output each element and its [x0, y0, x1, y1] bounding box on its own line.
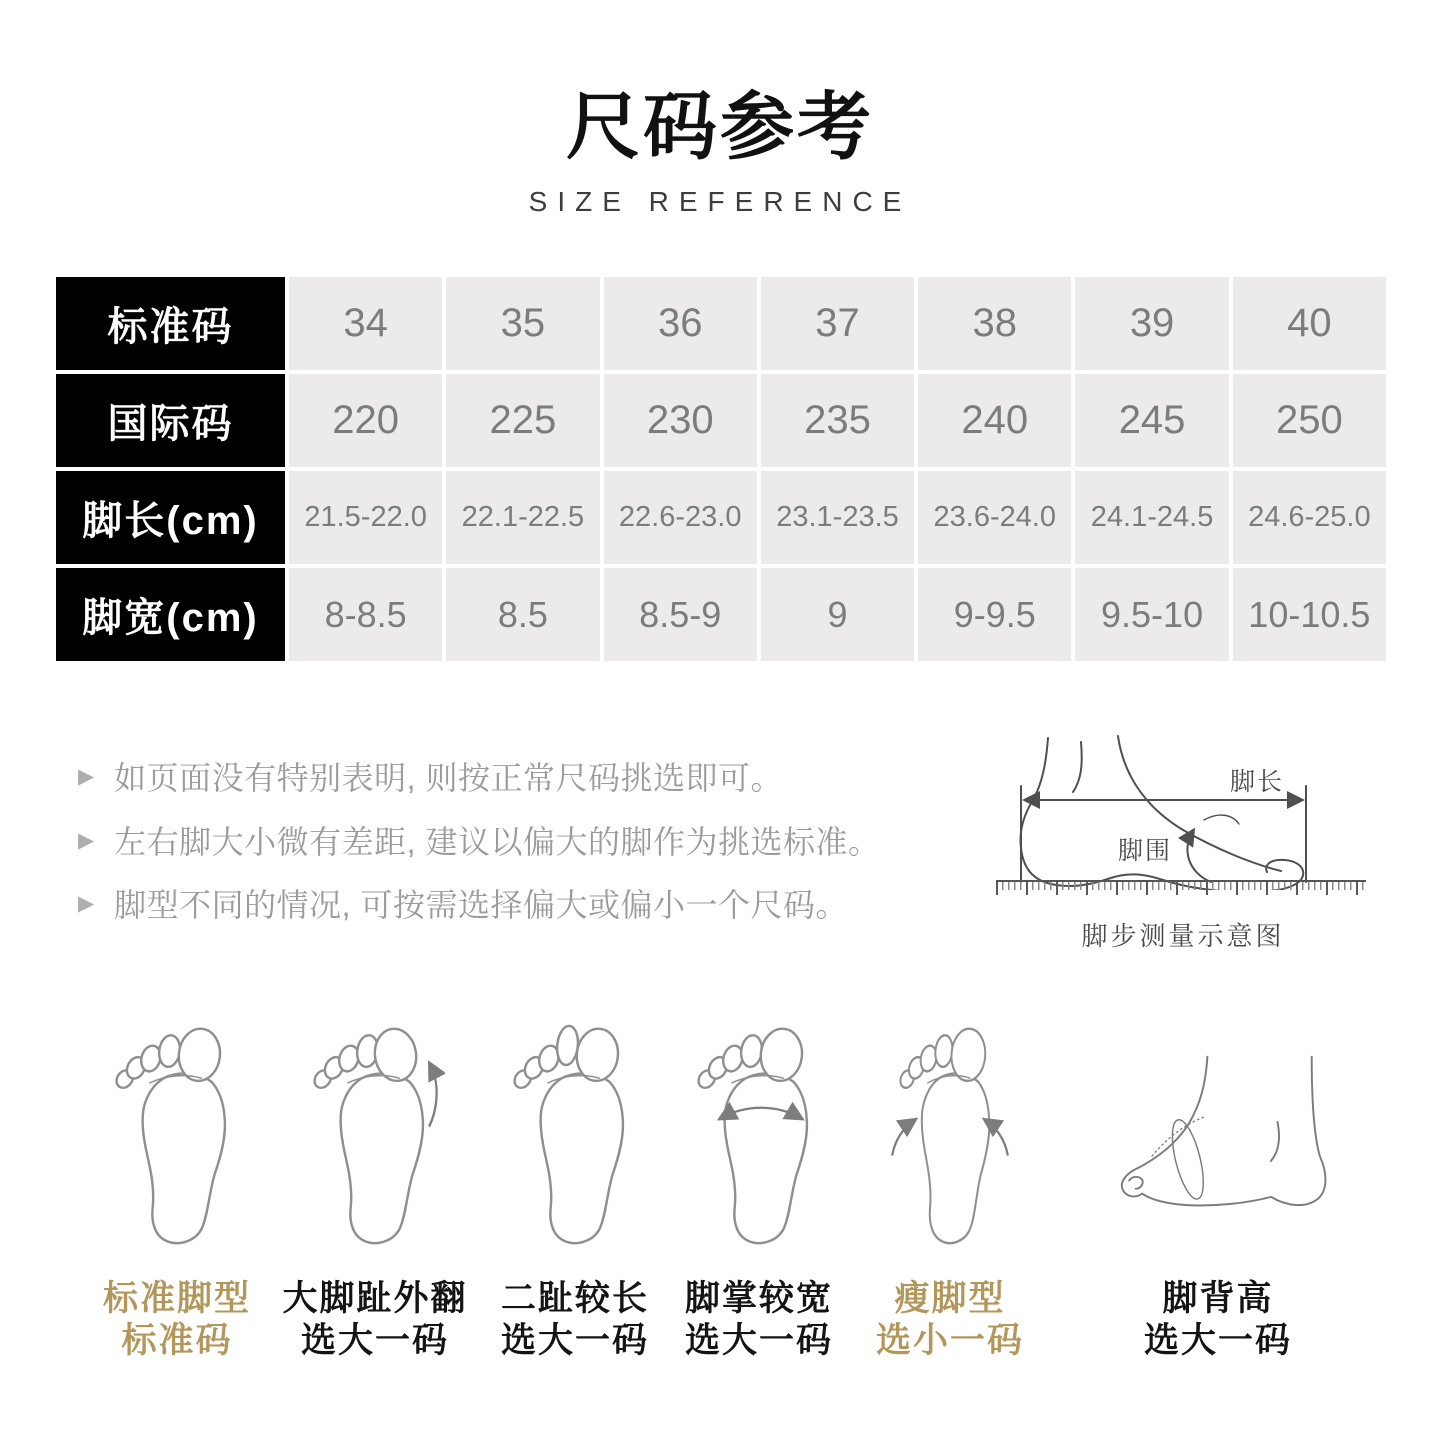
table-cell: 40 [1233, 277, 1386, 370]
page-title: 尺码参考 [566, 85, 874, 168]
table-cell: 34 [289, 277, 442, 370]
table-cell: 10-10.5 [1233, 568, 1386, 661]
note-text: 左右脚大小微有差距, 建议以偏大的脚作为挑选标准。 [114, 823, 881, 860]
table-cell: 24.1-24.5 [1075, 471, 1228, 564]
table-cell: 245 [1075, 374, 1228, 467]
table-cell: 220 [289, 374, 442, 467]
table-cell: 23.1-23.5 [761, 471, 914, 564]
list-item [78, 758, 880, 800]
foot-wide-illustration [649, 1020, 869, 1248]
row-header-foot-length: 脚长(cm) [56, 471, 285, 564]
foot-type-label: 脚掌较宽 选大一码 [684, 1279, 833, 1360]
list-item [78, 885, 880, 927]
foot-type-standard [67, 1020, 287, 1362]
foot-girth-label: 脚围 [1118, 837, 1173, 865]
row-header-international-size: 国际码 [56, 374, 285, 467]
notes-list [78, 758, 880, 949]
row-header-standard-size: 标准码 [56, 277, 285, 370]
note-text: 如页面没有特别表明, 则按正常尺码挑选即可。 [114, 760, 783, 796]
table-cell: 22.6-23.0 [604, 471, 757, 564]
table-cell: 24.6-25.0 [1233, 471, 1386, 564]
foot-type-label: 大脚趾外翻 选大一码 [282, 1279, 468, 1360]
row-header-foot-width: 脚宽(cm) [56, 568, 285, 661]
table-cell: 21.5-22.0 [289, 471, 442, 564]
list-item [78, 822, 880, 864]
table-cell: 36 [604, 277, 757, 370]
measure-diagram-caption: 脚步测量示意图 [1081, 921, 1285, 951]
table-cell: 37 [761, 277, 914, 370]
table-cell: 9 [761, 568, 914, 661]
table-cell: 250 [1233, 374, 1386, 467]
table-cell: 225 [446, 374, 599, 467]
foot-type-big-toe-valgus [265, 1020, 485, 1362]
table-cell: 8.5-9 [604, 568, 757, 661]
triangle-bullet-icon: ▶ [78, 828, 95, 852]
size-table [56, 277, 1386, 661]
foot-measurement-diagram [988, 732, 1378, 952]
foot-valgus-illustration [265, 1020, 485, 1248]
note-text: 脚型不同的情况, 可按需选择偏大或偏小一个尺码。 [114, 887, 848, 924]
foot-type-label: 标准脚型 标准码 [102, 1279, 251, 1360]
foot-type-label: 瘦脚型 选小一码 [875, 1279, 1024, 1360]
foot-high-instep-illustration [1108, 1020, 1328, 1248]
table-cell: 35 [446, 277, 599, 370]
table-cell: 8-8.5 [289, 568, 442, 661]
table-cell: 38 [918, 277, 1071, 370]
foot-type-label: 脚背高 选大一码 [1143, 1279, 1292, 1360]
title-block [0, 85, 1440, 218]
foot-type-slim [840, 1020, 1060, 1362]
foot-type-label: 二趾较长 选大一码 [500, 1279, 649, 1360]
table-cell: 23.6-24.0 [918, 471, 1071, 564]
table-cell: 39 [1075, 277, 1228, 370]
foot-slim-illustration [840, 1020, 1060, 1248]
triangle-bullet-icon: ▶ [78, 765, 95, 788]
ruler-icon [996, 880, 1366, 895]
page-subtitle: SIZE REFERENCE [528, 185, 912, 217]
table-cell: 22.1-22.5 [446, 471, 599, 564]
foot-type-high-instep [1108, 1020, 1328, 1362]
foot-side-measure-illustration [988, 732, 1378, 890]
table-cell: 240 [918, 374, 1071, 467]
foot-standard-illustration [67, 1020, 287, 1248]
table-cell: 9-9.5 [918, 568, 1071, 661]
foot-type-wide-forefoot [649, 1020, 869, 1362]
table-cell: 235 [761, 374, 914, 467]
table-cell: 230 [604, 374, 757, 467]
foot-length-label: 脚长 [1230, 768, 1285, 796]
table-cell: 9.5-10 [1075, 568, 1228, 661]
table-cell: 8.5 [446, 568, 599, 661]
triangle-bullet-icon: ▶ [78, 892, 95, 916]
